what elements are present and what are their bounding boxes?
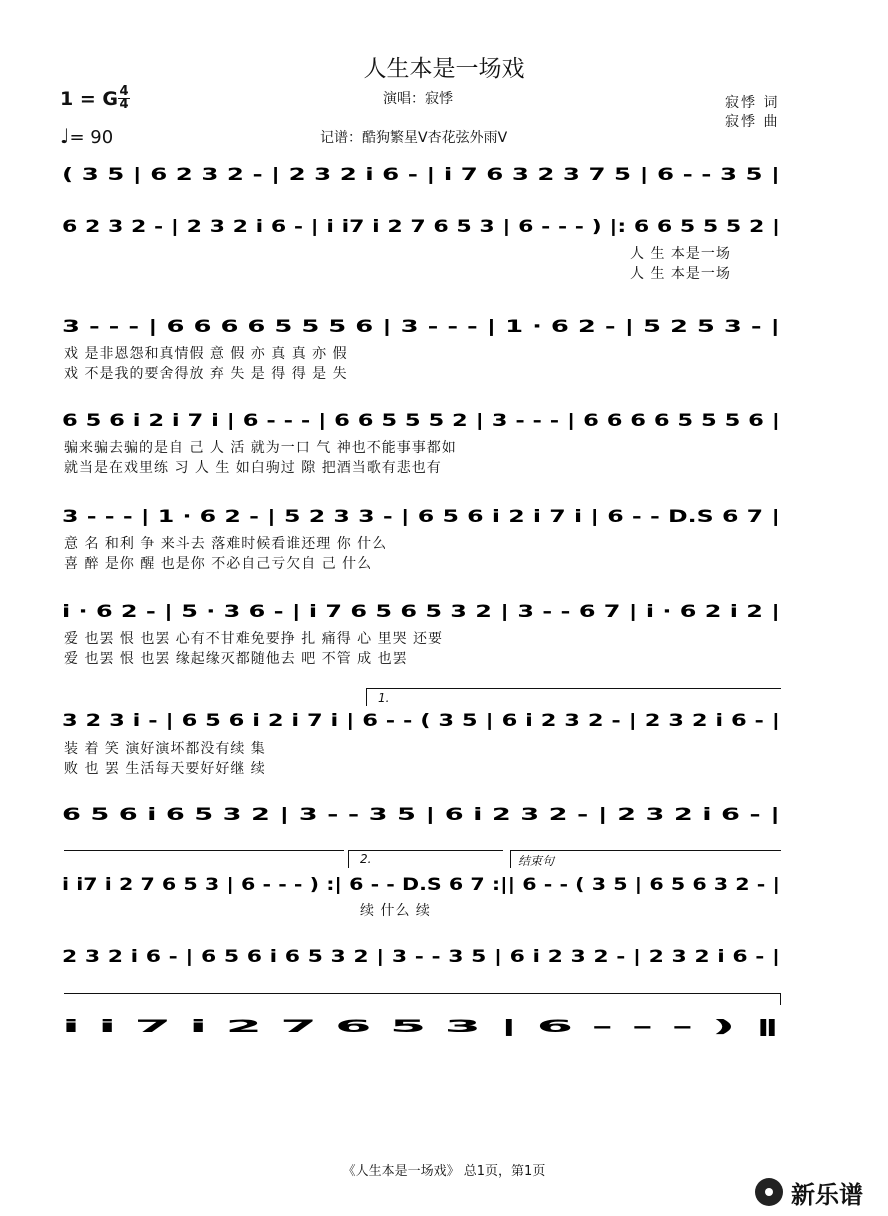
coda-label: 结束句 bbox=[518, 854, 555, 868]
staff-line-5 bbox=[62, 502, 784, 532]
staff-line-4 bbox=[62, 406, 784, 436]
quarter-note-icon: ♩ bbox=[60, 124, 70, 148]
coda-bracket bbox=[510, 850, 781, 851]
lyric-verse-2: 败 也 罢 生活每天要好好继 续 bbox=[64, 761, 266, 777]
logo-text: 新乐谱 bbox=[791, 1181, 863, 1209]
staff-notes: 3 2 3 i - | 6 5 6 i 2 i 7 i | 6 - - ( 3 5 | 6 i 2 3 2 - | 2 3 2 i 6 - | bbox=[62, 711, 780, 731]
composer-credit: 寂悸 曲 bbox=[725, 114, 780, 130]
lyrics-block-6 bbox=[64, 738, 424, 778]
staff-line-1 bbox=[62, 160, 784, 190]
lyrics-block-2 bbox=[64, 343, 776, 383]
staff-notes: 3 - - - | 1 · 6 2 - | 5 2 3 3 - | 6 5 6 i 2 i 7 i | 6 - - D.S 6 7 | bbox=[62, 507, 780, 527]
time-signature-top: 4 bbox=[119, 84, 129, 99]
staff-notes: 6 5 6 i 2 i 7 i | 6 - - - | 6 6 5 5 5 2 | 3 - - - | 6 6 6 6 5 5 5 6 | bbox=[62, 411, 780, 431]
page-title: 人生本是一场戏 bbox=[363, 56, 525, 82]
transcriber-credit: 记谱：酷狗繁星V杏花弦外雨V bbox=[320, 130, 508, 146]
lyric-verse-1: 骗来骗去骗的是自 己 人 活 就为一口 气 神也不能事事都如 bbox=[64, 440, 457, 456]
first-ending-tick bbox=[366, 688, 367, 706]
staff-line-3 bbox=[62, 312, 784, 342]
continuation-bracket bbox=[64, 850, 344, 851]
lyric-verse-1: 意 名 和利 争 来斗去 落难时候看谁还理 你 什么 bbox=[64, 536, 388, 552]
time-signature-bottom: 4 bbox=[119, 97, 129, 112]
staff-notes: 2 3 2 i 6 - | 6 5 6 i 6 5 3 2 | 3 - - 3 5 | 6 i 2 3 2 - | 2 3 2 i 6 - | bbox=[62, 947, 780, 967]
key-signature: 1 = G bbox=[60, 88, 118, 110]
staff-notes: 6 5 6 i 6 5 3 2 | 3 - - 3 5 | 6 i 2 3 2 - | 2 3 2 i 6 - | bbox=[62, 805, 780, 825]
lyric-verse-1: 人 生 本是一场 bbox=[630, 246, 731, 262]
final-bracket-tick bbox=[780, 993, 781, 1005]
final-bracket bbox=[64, 993, 781, 994]
staff-line-7 bbox=[62, 706, 784, 736]
lyric-verse-2: 爱 也罢 恨 也罢 缘起缘灭都随他去 吧 不管 成 也罢 bbox=[64, 651, 408, 667]
staff-notes: i i7 i 2 7 6 5 3 | 6 - - - ) :| 6 - - D.S 6 7 :|| 6 - - ( 3 5 | 6 5 6 3 2 - | bbox=[62, 875, 780, 895]
staff-notes: 6 2 3 2 - | 2 3 2 i 6 - | i i7 i 2 7 6 5 3 | 6 - - - ) |: 6 6 5 5 5 2 | bbox=[62, 217, 780, 237]
staff-line-11 bbox=[62, 1012, 784, 1042]
lyric-verse-2: 喜 醉 是你 醒 也是你 不必自己亏欠自 己 什么 bbox=[64, 556, 373, 572]
lyrics-block-4 bbox=[64, 533, 776, 573]
lyric-verse-2: 人 生 本是一场 bbox=[630, 266, 731, 282]
staff-line-2 bbox=[62, 212, 784, 242]
lyric-verse-1: 装 着 笑 演好演坏都没有续 集 bbox=[64, 741, 266, 757]
record-disc-icon bbox=[755, 1178, 783, 1206]
second-ending-tick bbox=[348, 850, 349, 868]
staff-line-10 bbox=[62, 942, 784, 972]
lyrics-block-1 bbox=[630, 243, 780, 283]
lyrics-block-5 bbox=[64, 628, 776, 668]
lyricist-credit: 寂悸 词 bbox=[725, 95, 780, 111]
tempo-value: = 90 bbox=[69, 127, 114, 148]
staff-line-8 bbox=[62, 800, 784, 830]
staff-line-6 bbox=[62, 597, 784, 627]
tempo-marking bbox=[60, 124, 113, 148]
lyric-verse-2: 戏 不是我的要舍得放 弃 失 是 得 得 是 失 bbox=[64, 366, 348, 382]
second-ending-bracket bbox=[348, 850, 503, 851]
lyrics-block-7 bbox=[360, 900, 560, 920]
lyric-verse-1: 续 什么 续 bbox=[360, 903, 431, 919]
first-ending-bracket bbox=[366, 688, 781, 689]
lyric-verse-1: 爱 也罢 恨 也罢 心有不甘难免要挣 扎 痛得 心 里哭 还要 bbox=[64, 631, 444, 647]
staff-notes: ( 3 5 | 6 2 3 2 - | 2 3 2 i 6 - | i 7 6 3 2 3 7 5 | 6 - - 3 5 | bbox=[62, 165, 780, 185]
staff-notes: i · 6 2 - | 5 · 3 6 - | i 7 6 5 6 5 3 2 | 3 - - 6 7 | i · 6 2 i 2 | bbox=[62, 602, 780, 622]
coda-tick bbox=[510, 850, 511, 868]
staff-line-9 bbox=[62, 870, 784, 900]
staff-notes: i i 7 i 2 7 6 5 3 | 6 - - - ) ‖ bbox=[62, 1017, 780, 1037]
page-footer: 《人生本是一场戏》 总1页，第1页 bbox=[342, 1164, 546, 1179]
first-ending-label: 1. bbox=[378, 691, 390, 705]
second-ending-label: 2. bbox=[360, 852, 372, 866]
lyrics-block-3 bbox=[64, 437, 776, 477]
singer-credit: 演唱：寂悸 bbox=[383, 91, 453, 107]
lyric-verse-1: 戏 是非恩怨和真情假 意 假 亦 真 真 亦 假 bbox=[64, 346, 348, 362]
time-signature bbox=[118, 86, 130, 111]
staff-notes: 3 - - - | 6 6 6 6 5 5 5 6 | 3 - - - | 1 · 6 2 - | 5 2 5 3 - | bbox=[62, 317, 780, 337]
lyric-verse-2: 就当是在戏里练 习 人 生 如白驹过 隙 把酒当歌有悲也有 bbox=[64, 460, 442, 476]
